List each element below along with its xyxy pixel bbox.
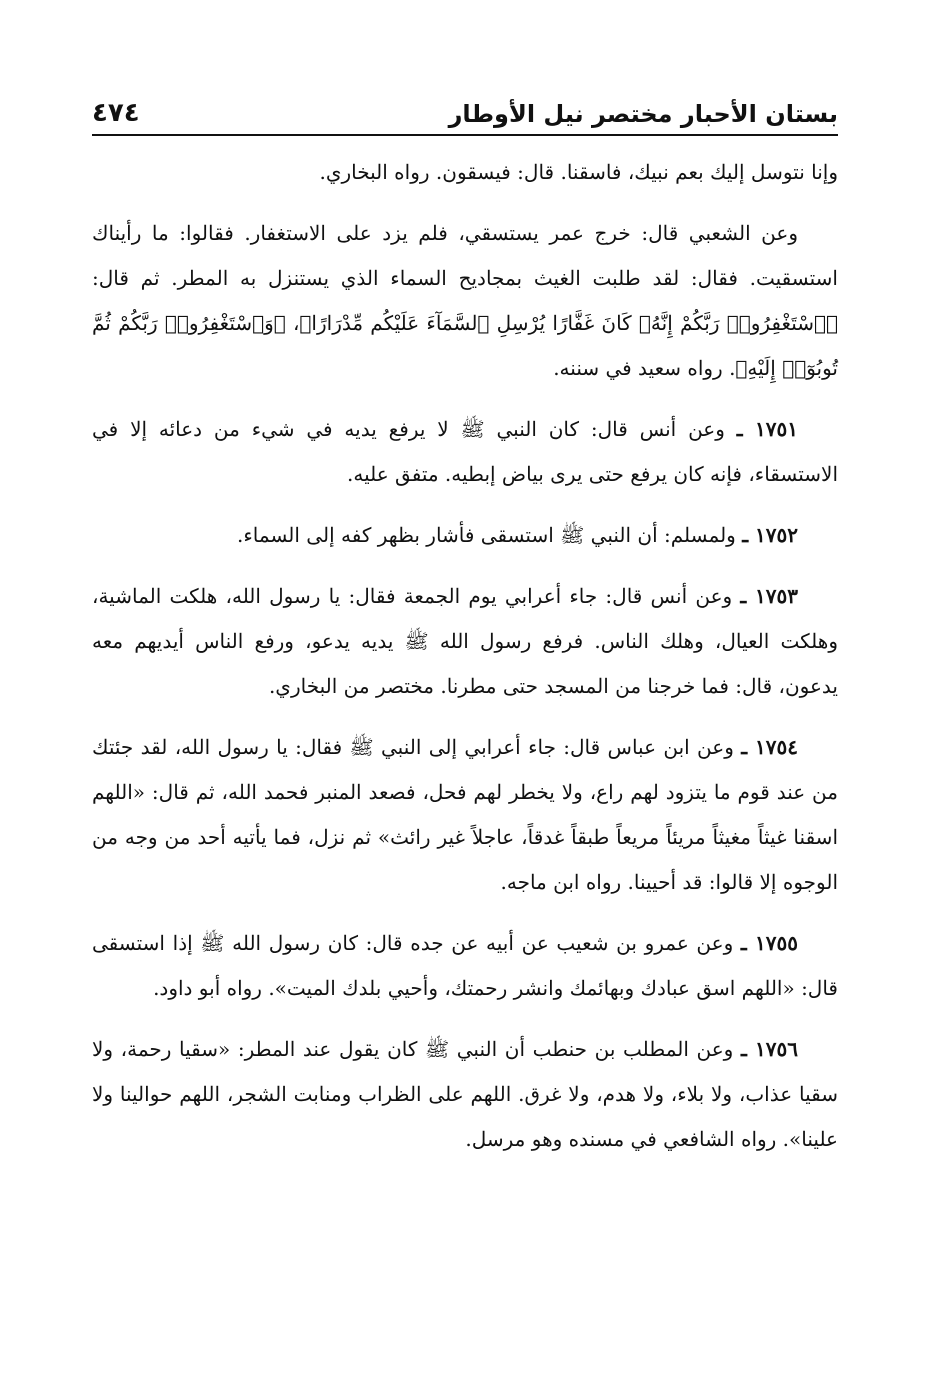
paragraph-shabi — [92, 211, 838, 391]
page-number: ٤٧٤ — [92, 98, 140, 128]
hadith-number: ١٧٥٦ ـ — [740, 1037, 798, 1061]
hadith-number: ١٧٥٢ ـ — [742, 523, 798, 547]
hadith-number: ١٧٥١ ـ — [736, 417, 799, 441]
running-title: بستان الأحبار مختصر نيل الأوطار — [448, 100, 838, 128]
hadith-1756 — [92, 1027, 838, 1162]
hadith-text: وعن ابن عباس قال: جاء أعرابي إلى النبي ﷺ فقال: يا رسول الله، لقد جئتك من عند قوم ما يتزود لهم راع، ولا يخطر لهم فحل، فصعد المنبر فحمد الله، ثم قال: «اللهم اسقنا غيثاً مغيثاً مريئاً مريعاً طبقاً غدقاً، عاجلاً غير رائث» ثم نزل، فما يأتيه أحد من وجه من الوجوه إلا قالوا: قد أحيينا. رواه ابن ماجه. — [92, 735, 838, 894]
book-page — [92, 84, 838, 1178]
page-header — [92, 84, 838, 136]
paragraph-text: وعن الشعبي قال: خرج عمر يستسقي، فلم يزد على الاستغفار. فقالوا: ما رأيناك استسقيت. فقال: لقد طلبت الغيث بمجاديح السماء الذي يستنزل به المطر. ثم قال: ﴿ٱسْتَغْفِرُوا۟ رَبَّكُمْ إِنَّهُۥ كَانَ غَفَّارًا يُرْسِلِ ٱلسَّمَآءَ عَلَيْكُم مِّدْرَارًا﴾، ﴿وَٱسْتَغْفِرُوا۟ رَبَّكُمْ ثُمَّ تُوبُوٓا۟ إِلَيْهِ﴾. رواه سعيد في سننه. — [92, 221, 838, 380]
hadith-number: ١٧٥٣ ـ — [740, 584, 798, 608]
paragraph-text: وإنا نتوسل إليك بعم نبيك، فاسقنا. قال: فيسقون. رواه البخاري. — [319, 160, 838, 184]
hadith-text: وعن أنس قال: كان النبي ﷺ لا يرفع يديه في شيء من دعائه إلا في الاستسقاء، فإنه كان يرفع حتى يرى بياض إبطيه. متفق عليه. — [92, 417, 838, 486]
hadith-number: ١٧٥٤ ـ — [741, 735, 799, 759]
hadith-1754 — [92, 725, 838, 905]
hadith-text: وعن عمرو بن شعيب عن أبيه عن جده قال: كان رسول الله ﷺ إذا استسقى قال: «اللهم اسق عبادك وبهائمك وانشر رحمتك، وأحيي بلدك الميت». رواه أبو داود. — [92, 931, 838, 1000]
paragraph-continuation — [92, 150, 838, 195]
hadith-1752 — [92, 513, 838, 558]
page-body — [92, 150, 838, 1162]
hadith-1751 — [92, 407, 838, 497]
hadith-1755 — [92, 921, 838, 1011]
hadith-1753 — [92, 574, 838, 709]
hadith-number: ١٧٥٥ ـ — [740, 931, 798, 955]
hadith-text: وعن أنس قال: جاء أعرابي يوم الجمعة فقال: يا رسول الله، هلكت الماشية، وهلكت العيال، وهلك الناس. فرفع رسول الله ﷺ يديه يدعو، ورفع الناس أيديهم معه يدعون، قال: فما خرجنا من المسجد حتى مطرنا. مختصر من البخاري. — [92, 584, 838, 698]
hadith-text: ولمسلم: أن النبي ﷺ استسقى فأشار بظهر كفه إلى السماء. — [237, 523, 736, 547]
hadith-text: وعن المطلب بن حنطب أن النبي ﷺ كان يقول عند المطر: «سقيا رحمة، ولا سقيا عذاب، ولا بلاء، ولا هدم، ولا غرق. اللهم على الظراب ومنابت الشجر، اللهم حوالينا ولا علينا». رواه الشافعي في مسنده وهو مرسل. — [92, 1037, 838, 1151]
